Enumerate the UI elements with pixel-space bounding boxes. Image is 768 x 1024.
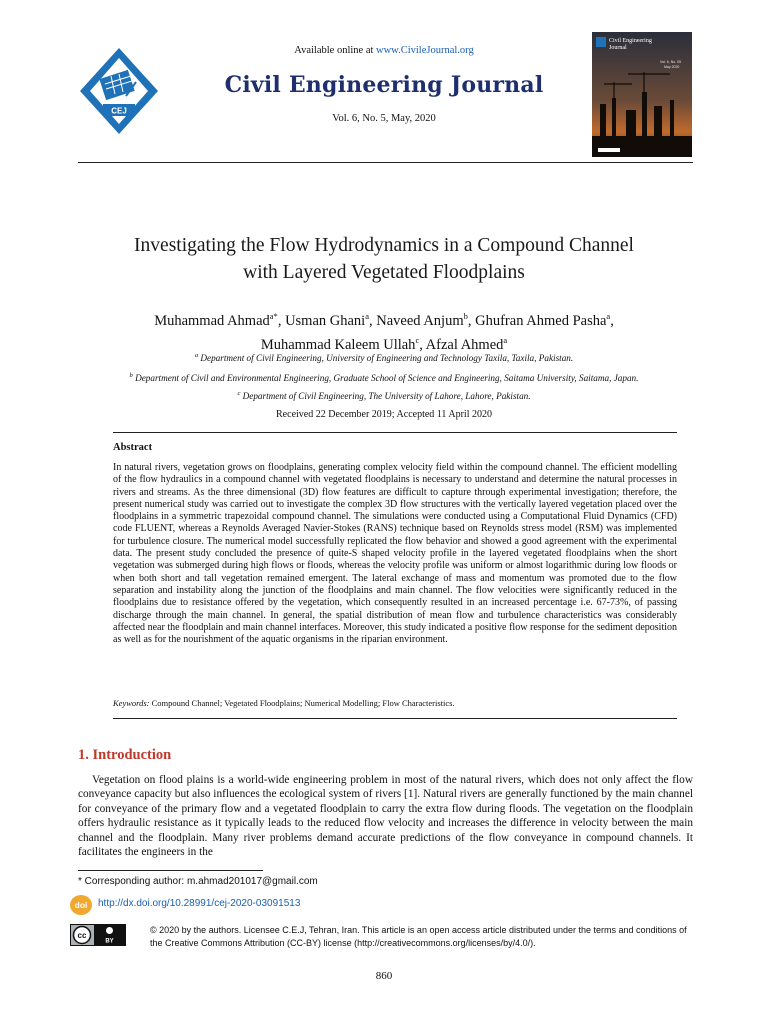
cover-issue: Vol. 6, No. 05	[660, 60, 682, 64]
abstract-heading: Abstract	[113, 442, 153, 453]
keywords-label: Keywords:	[113, 698, 150, 708]
received-dates: Received 22 December 2019; Accepted 11 April 2020	[276, 409, 492, 420]
cc-by-license-icon[interactable]	[70, 924, 126, 946]
available-prefix: Available online at	[294, 45, 377, 56]
volume-info: Vol. 6, No. 5, May, 2020	[332, 113, 436, 124]
footnote-rule	[78, 870, 263, 871]
page-number: 860	[375, 970, 393, 982]
affiliation-text: Department of Civil and Environmental Engineering, Graduate School of Science and Engineering, Saitama University, Saitama, Japan.	[135, 373, 639, 384]
author-affiliation-mark: b	[463, 311, 468, 321]
doi-icon: doi	[70, 895, 92, 915]
affiliation-text: Department of Civil Engineering, The University of Lahore, Lahore, Pakistan.	[242, 391, 531, 402]
affiliation-c	[60, 390, 708, 401]
author-list: Muhammad Ahmad$^{a*}$, Usman Ghani$^a$, Naveed Anjum$^b$, Ghufran Ahmed Pasha$^a$, Muhammad Kaleem Ullah$^c$, Afzal Ahmed$^a$	[154, 311, 614, 353]
cc-label: cc	[77, 931, 87, 940]
doi-link[interactable]: http://dx.doi.org/10.28991/cej-2020-03091513	[98, 898, 301, 909]
introduction-text	[78, 773, 693, 859]
affiliation-mark: b	[129, 372, 133, 379]
by-label: BY	[105, 938, 114, 945]
author-name: Naveed Anjum	[376, 312, 464, 329]
affiliation-a	[60, 352, 708, 363]
paper-title	[90, 232, 678, 286]
affiliation-mark: a	[194, 352, 199, 359]
affiliation-text: Department of Civil Engineering, University of Engineering and Technology Taxila, Taxila, Pakistan.	[200, 353, 574, 364]
section-heading-introduction: 1. Introduction	[78, 747, 172, 763]
introduction-paragraph: Vegetation on flood plains is a world-wide engineering problem in most of the natural rivers, which does not only affect the flow conveyance capacity but also influences the ecological system of rivers [1]. Natural rivers are generally functioned by the main channel for conveyance of the primary flow and a vegetated floodplain to carry the extra flow during floods. The vegetation on the floodplain offers hydraulic resistance as it typically leads to the reduced flow velocity and increases the difference in velocity between the main channel and the floodplain. Many river problems demand accurate predictions of the flow conveyance in compound channels. It facilitates the engineers in the	[78, 774, 693, 859]
author-name: Ghufran Ahmed Pasha	[475, 312, 607, 329]
paper-title-line2: with Layered Vegetated Floodplains	[243, 262, 525, 283]
author-affiliation-mark: c	[415, 334, 420, 345]
corresponding-author: * Corresponding author: m.ahmad201017@gmail.com	[78, 876, 318, 887]
cover-issue-date: May 2020	[664, 65, 680, 69]
journal-url-link[interactable]: www.CivileJournal.org	[376, 45, 474, 56]
cover-title-line1: Civil Engineering	[609, 38, 652, 44]
author-name: Usman Ghani	[285, 312, 366, 329]
abstract-bottom-rule	[113, 718, 677, 719]
cover-title-line2: Journal	[609, 45, 627, 51]
logo-text: CEJ	[111, 106, 127, 116]
affiliation-b	[60, 372, 708, 383]
journal-cover-image	[592, 32, 692, 157]
author-affiliation-mark: a	[606, 311, 611, 321]
license-text: © 2020 by the authors. Licensee C.E.J, Tehran, Iran. This article is an open access article distributed under the terms and conditions of the Creative Commons Attribution (CC-BY) license (http://creativecommons.org/licenses/by/4.0/).	[150, 925, 687, 948]
author-name: Muhammad Kaleem Ullah	[260, 336, 416, 353]
author-affiliation-mark: a	[503, 334, 508, 345]
abstract-text: In natural rivers, vegetation grows on floodplains, generating complex velocity field within the compound channel. The efficient modelling of the flow hydraulics in a compound channel with vegetated floodplains is necessary to understand and determine the natural processes in rivers and streams. As the three dimensional (3D) flow features are difficult to capture through experimental investigation; therefore, the present numerical study was carried out to investigate the complex 3D flow structures with the vertically layered vegetation placed over the floodplains in a symmetric trapezoidal compound channel. The simulations were conducted using a Computational Fluid Dynamics (CFD) code FLUENT, whereas a Reynolds Averaged Navier-Stokes (RANS) technique based on Reynolds stress model (RSM) was implemented for turbulence closure. The numerical model successfully replicated the flow behavior and showed a good agreement with the experimental data. The present study concluded the presence of quite-S shaped velocity profile in the layered vegetated floodplains when the short vegetation was submerged during high flows or floods, whereas the velocity profile was uniform or almost logarithmic during low floods or when both short and tall vegetation remained emergent. The lateral exchange of mass and momentum was promoted due to the flow separation and instability along the junction of the floodplains and main channel. The flow velocities were significantly reduced in the floodplains due to resistance offered by the vegetation, which consequently resulted in an increased percentage i.e. 67-73%, of passing discharge through the main channel. In general, the spatial distribution of mean flow and turbulence characteristics was considerably affected near the floodplain and main channel interfaces. Moreover, this study indicated a positive flow response for the sediment deposition as well as for the nourishment of the aquatic organisms in the riparian environment.	[113, 462, 677, 646]
author-name: Muhammad Ahmad	[154, 312, 270, 329]
header-rule	[78, 162, 693, 163]
abstract-top-rule	[113, 432, 677, 433]
keywords	[113, 698, 455, 708]
journal-title: Civil Engineering Journal	[224, 72, 544, 98]
author-affiliation-mark: a	[365, 311, 369, 321]
paper-title-line1: Investigating the Flow Hydrodynamics in a Compound Channel	[134, 235, 634, 256]
keywords-text: Compound Channel; Vegetated Floodplains; Numerical Modelling; Flow Characteristics.	[149, 698, 455, 708]
author-affiliation-mark: a*	[269, 311, 278, 321]
affiliation-mark: c	[237, 390, 241, 397]
author-name: Afzal Ahmed	[425, 336, 504, 353]
